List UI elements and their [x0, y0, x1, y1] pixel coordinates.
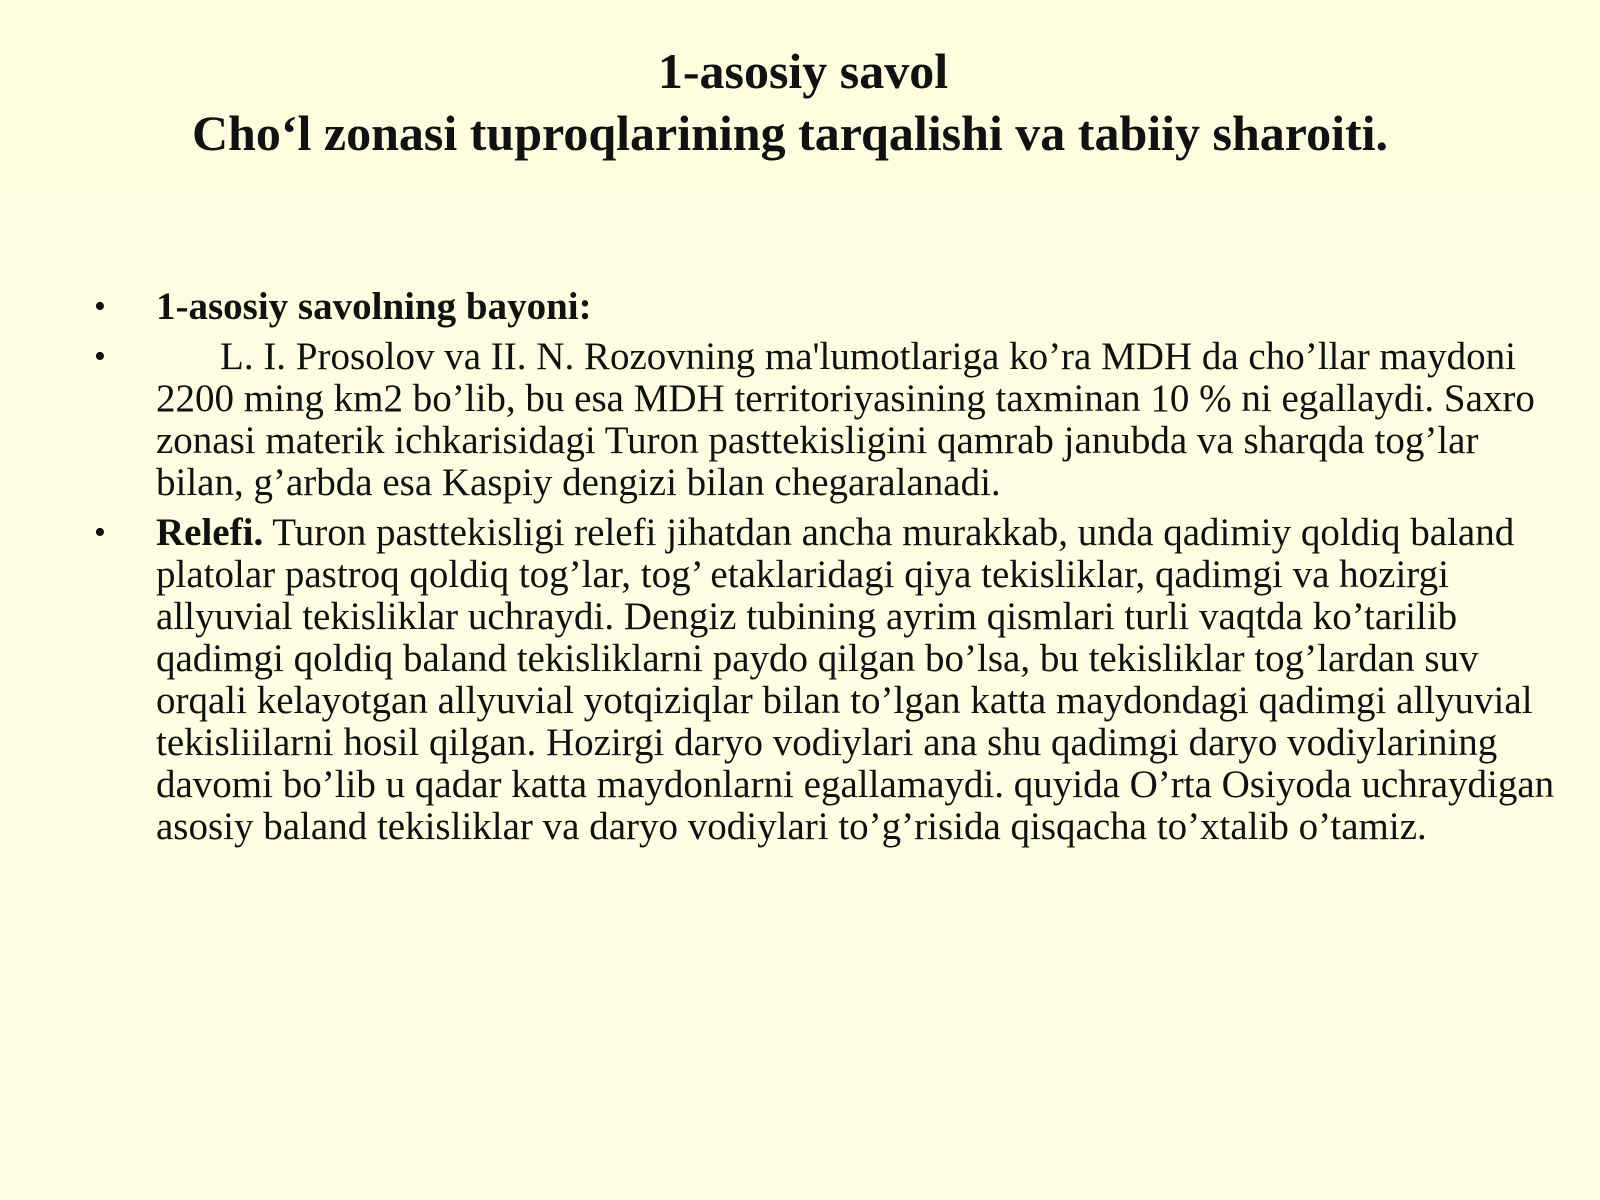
list-item-text: L. I. Prosolov va II. N. Rozovning ma'lumotlariga ko’ra MDH da cho’llar maydoni 2200 ming km2 bo’lib, bu esa MDH territoriyasining taxminan 10 % ni egallaydi. Saxro zonasi materik ichkarisidagi Turon pasttekisligini qamrab janubda va sharqda tog’lar bilan, g’arbda esa Kaspiy dengizi bilan chegaralanadi.	[156, 335, 1535, 504]
list-item	[90, 286, 1560, 328]
list-item	[90, 336, 1560, 504]
list-item-heading: Relefi.	[156, 511, 264, 554]
list-item	[90, 512, 1560, 848]
slide-title	[0, 40, 1600, 164]
bullet-icon: •	[94, 514, 106, 551]
bullet-list	[90, 286, 1560, 856]
title-line-2: Cho‘l zonasi tuproqlarining tarqalishi va tabiiy sharoiti.	[191, 105, 1389, 161]
list-item-text: Turon pasttekisligi relefi jihatdan ancha murakkab, unda qadimiy qoldiq baland platolar pastroq qoldiq tog’lar, tog’ etaklaridagi qiya tekisliklar, qadimgi va hozirgi allyuvial tekisliklar uchraydi. Dengiz tubining ayrim qismlari turli vaqtda ko’tarilib qadimgi qoldiq baland tekisliklarni paydo qilgan bo’lsa, bu tekisliklar tog’lardan suv orqali kelayotgan allyuvial yotqiziqlar bilan to’lgan katta maydondagi qadimgi allyuvial tekisliilarni hosil qilgan. Hozirgi daryo vodiylari ana shu qadimgi daryo vodiylarining davomi bo’lib u qadar katta maydonlarni egallamaydi. quyida O’rta Osiyoda uchraydigan asosiy baland tekisliklar va daryo vodiylari to’g’risida qisqacha to’xtalib o’tamiz.	[156, 511, 1555, 848]
title-line-1: 1-asosiy savol	[657, 43, 949, 99]
bullet-icon: •	[94, 288, 106, 325]
list-item-heading: 1-asosiy savolning bayoni:	[156, 285, 592, 328]
bullet-icon: •	[94, 338, 106, 375]
